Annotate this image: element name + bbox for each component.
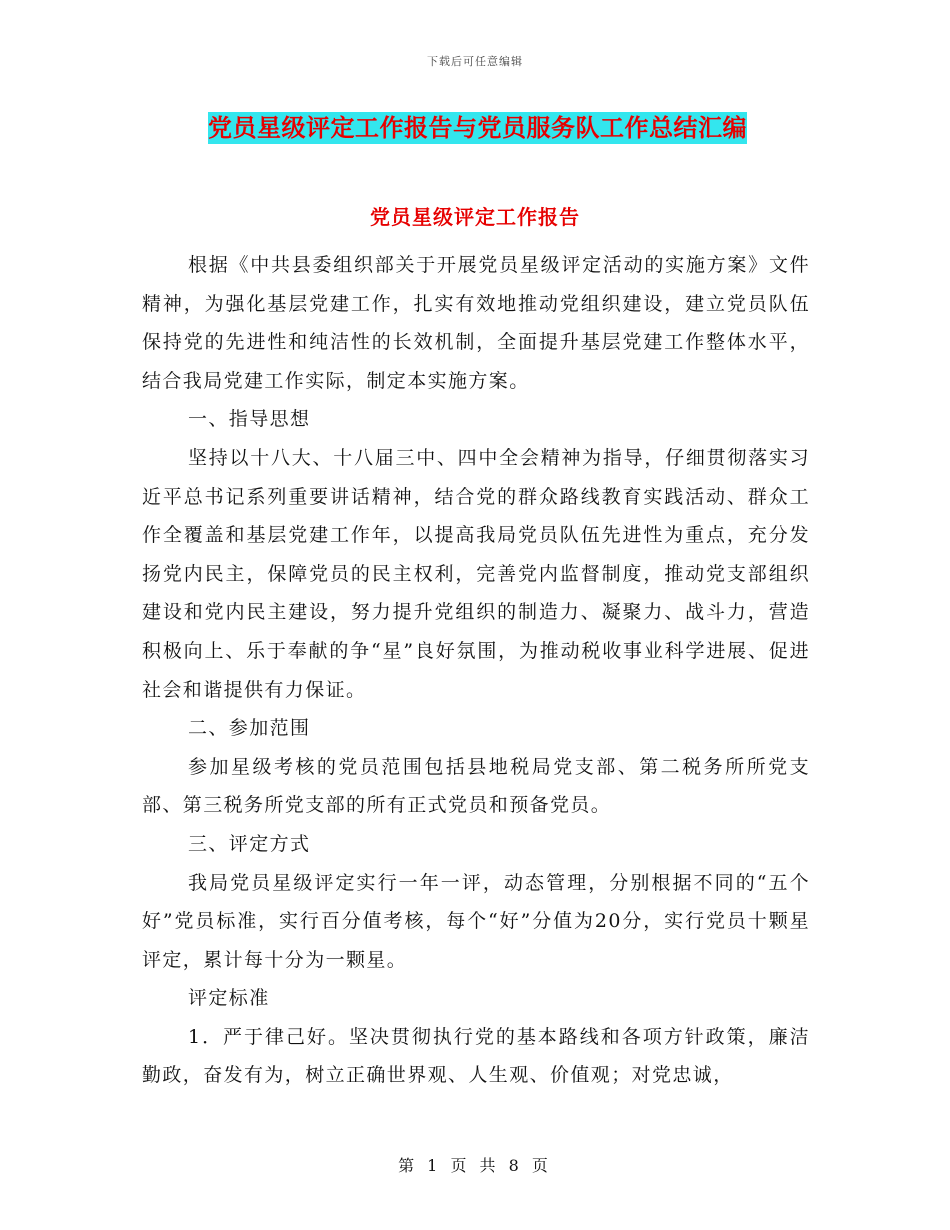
heading-scope: 二、参加范围 (188, 717, 311, 740)
paragraph-intro: 根据《中共县委组织部关于开展党员星级评定活动的实施方案》文件精神，为强化基层党建工作，扎实有效地推动党组织建设，建立党员队伍保持党的先进性和纯洁性的长效机制，全面提升基层党建工作整体水平，结合我局党建工作实际，制定本实施方案。 (142, 254, 810, 392)
paragraph-guiding-ideology: 坚持以十八大、十八届三中、四中全会精神为指导，仔细贯彻落实习近平总书记系列重要讲话精神，结合党的群众路线教育实践活动、群众工作全覆盖和基层党建工作年，以提高我局党员队伍先进性为重点，充分发扬党内民主，保障党员的民主权利，完善党内监督制度，推动党支部组织建设和党内民主建设，努力提升党组织的制造力、凝聚力、战斗力，营造积极向上、乐于奉献的争“星”良好氛围，为推动税收事业科学进展、促进社会和谐提供有力保证。 (142, 446, 810, 701)
paragraph-evaluation-method: 我局党员星级评定实行一年一评，动态管理，分别根据不同的“五个好”党员标准，实行百分值考核，每个“好”分值为20分，实行党员十颗星评定，累计每十分为一颗星。 (142, 871, 810, 971)
section-title: 党员星级评定工作报告 (370, 205, 580, 229)
page-footer: 第 1 页 共 8 页 (398, 1156, 552, 1175)
document-body (142, 246, 810, 1095)
main-title-container (208, 112, 788, 144)
paragraph-scope: 参加星级考核的党员范围包括县地税局党支部、第二税务所所党支部、第三税务所党支部的所有正式党员和预备党员。 (142, 755, 810, 817)
heading-evaluation-criteria: 评定标准 (188, 987, 270, 1010)
heading-evaluation-method: 三、评定方式 (188, 832, 311, 855)
main-title: 党员星级评定工作报告与党员服务队工作总结汇编 (208, 113, 747, 142)
header-note: 下载后可任意编辑 (427, 55, 523, 68)
paragraph-criteria-1: 1．严于律己好。坚决贯彻执行党的基本路线和各项方针政策，廉洁勤政，奋发有为，树立正确世界观、人生观、价值观；对党忠诚， (142, 1025, 810, 1087)
heading-guiding-ideology: 一、指导思想 (188, 408, 311, 431)
